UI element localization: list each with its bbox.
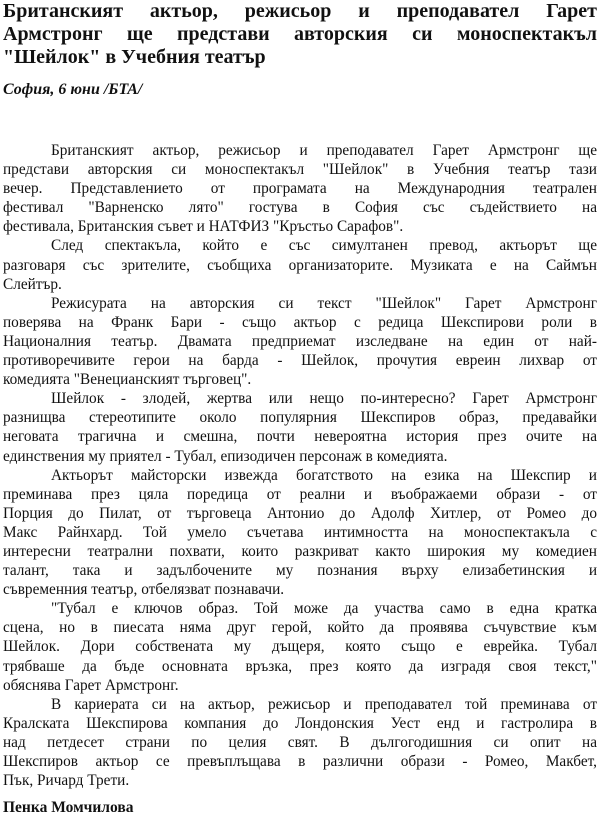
paragraph-line: Шейлок - злодей, жертва или нещо по-интересно? Гарет Армстронг	[51, 390, 597, 408]
paragraph-line: представи авторския си моноспектакъл "Шейлок" в Учебния театър тази	[3, 161, 597, 179]
paragraph-line: поверява на Франк Бари - също актьор с редица Шекспирови роли в	[3, 313, 597, 331]
paragraph-line: разнищва стереотипите около популярния Шекспиров образ, предавайки	[3, 409, 597, 427]
paragraph-line: Шекспиров актьор се превъплъщава в различни образи - Ромео, Макбет,	[3, 753, 597, 770]
paragraph-line: "Тубал е ключов образ. Той може да участва само в една кратка	[51, 600, 597, 618]
paragraph-line: Британският актьор, режисьор и преподавател Гарет Армстронг ще	[51, 142, 597, 159]
paragraph-line: Слейтър.	[3, 275, 62, 293]
paragraph-line: единствения му приятел - Тубал, епизодичен персонаж в комедията.	[3, 447, 448, 465]
paragraph-line: Порция до Пилат, от търговеца Антонио до Адолф Хитлер, от Ромео до	[3, 504, 597, 522]
paragraph-line: талант, така и задълбочените му познания върху елизабетинския и	[3, 562, 597, 580]
paragraph-line: интересни театрални похвати, които разкриват както широкия му комедиен	[3, 542, 597, 560]
paragraph-line: Пък, Ричард Трети.	[3, 772, 130, 790]
paragraph-line: преминава през цяла поредица от реални и въображаеми образи - от	[3, 485, 597, 503]
paragraph-line: разговаря със зрителите, съобщиха организаторите. Музиката е на Саймън	[3, 256, 597, 274]
paragraph-line: противоречивите герои на барда - Шейлок, прочутия евреин лихвар от	[3, 352, 597, 370]
paragraph-line: сцена, но в пиесата няма друг герой, който да проявява съчувствие към	[3, 619, 597, 637]
paragraph	[3, 599, 597, 694]
author-signature: Пенка Момчилова	[3, 799, 134, 817]
paragraph-line: Актьорът майсторски извежда богатството на езика на Шекспир и	[51, 466, 597, 484]
paragraph-line: фестивала, Британския съвет и НАТФИЗ "Кръстьо Сарафов".	[3, 218, 404, 236]
paragraph-line: В кариерата си на актьор, режисьор и преподавател той преминава от	[51, 695, 597, 713]
paragraph-line: Националния театър. Двамата предприемат изследване на един от най-	[3, 332, 597, 350]
paragraph-line: вечер. Представлението от програмата на Международния театрален	[3, 180, 597, 198]
paragraph-line: Режисурата на авторския си текст "Шейлок" Гарет Армстронг	[51, 294, 597, 312]
headline-line: Армстронг ще представи авторския си моноспектакъл	[3, 23, 597, 45]
article-body	[3, 141, 597, 790]
paragraph-line: Шейлок. Дори собствената му дъщеря, която също е еврейка. Тубал	[3, 638, 597, 656]
paragraph-line: обяснява Гарет Армстронг.	[3, 676, 179, 694]
paragraph	[3, 466, 597, 600]
paragraph-line: Макс Райнхард. Той умело съчетава интимността на моноспектакъла с	[3, 523, 597, 541]
paragraph-line: фестивал "Варненско лято" гостува в София със съдействието на	[3, 199, 597, 217]
paragraph	[3, 389, 597, 465]
paragraph	[3, 236, 597, 293]
paragraph	[3, 141, 597, 236]
paragraph-line: комедията "Венецианският търговец".	[3, 371, 252, 389]
paragraph-line: трябваше да бъде основната връзка, през която да изградя своя текст,"	[3, 657, 597, 675]
paragraph-line: съвременния театър, отбелязват познавачи.	[3, 581, 285, 599]
headline-line: "Шейлок" в Учебния театър	[3, 46, 266, 68]
dateline: София, 6 юни /БТА/	[3, 81, 143, 98]
paragraph-line: неговата трагична и смешна, почти невероятна история през очите на	[3, 428, 597, 446]
paragraph	[3, 294, 597, 389]
headline-line: Британският актьор, режисьор и преподавател Гарет	[3, 0, 597, 22]
paragraph-line: над петдесет страни по целия свят. В дългогодишния си опит на	[3, 733, 597, 751]
paragraph-line: След спектакъла, който е със симултанен превод, актьорът ще	[51, 237, 597, 255]
headline	[3, 0, 597, 69]
paragraph	[3, 695, 597, 790]
paragraph-line: Кралската Шекспирова компания до Лондонския Уест енд и гастролира в	[3, 714, 597, 732]
